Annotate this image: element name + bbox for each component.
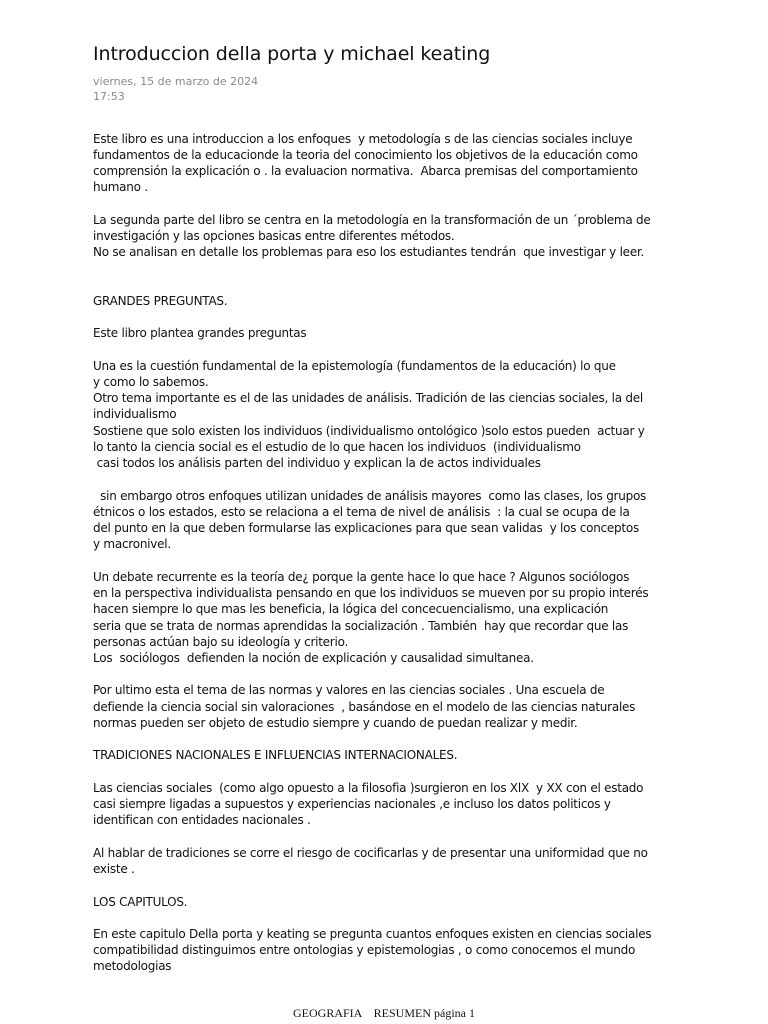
body-line: étnicos o los estados, esto se relaciona a el tema de nivel de análisis : la cual se ocupa de la [93,505,630,519]
body-line: y macronivel. [93,537,171,551]
body-line: comprensión la explicación o . la evaluacion normativa. Abarca premisas del comportamiento [93,164,638,178]
body-line: metodologias [93,959,172,973]
body-line: normas pueden ser objeto de estudio siempre y cuando de puedan realizar y medir. [93,716,578,730]
body-line: Por ultimo esta el tema de las normas y valores en las ciencias sociales . Una escuela de [93,683,605,697]
body-line: identifican con entidades nacionales . [93,813,311,827]
body-line: individualismo [93,407,177,421]
body-line: La segunda parte del libro se centra en la metodología en la transformación de un ´problema de [93,213,651,227]
body-line: No se analisan en detalle los problemas para eso los estudiantes tendrán que investigar y leer. [93,245,645,259]
section-heading: LOS CAPITULOS. [93,895,188,909]
body-line: del punto en la que deben formularse las explicaciones para que sean validas y los conceptos [93,521,639,535]
page-footer [0,1006,768,1021]
body-line: Los sociólogos defienden la noción de explicación y causalidad simultanea. [93,651,534,665]
note-date: viernes, 15 de marzo de 2024 [93,75,259,88]
body-line: casi siempre ligadas a supuestos y experiencias nacionales ,e incluso los datos politicos y [93,797,611,811]
body-line: humano . [93,180,148,194]
page-title: Introduccion della porta y michael keating [93,43,491,65]
body-line: Un debate recurrente es la teoría de¿ porque la gente hace lo que hace ? Algunos sociólogos [93,570,630,584]
body-line: En este capitulo Della porta y keating se pregunta cuantos enfoques existen en ciencias sociales [93,927,652,941]
note-time: 17:53 [93,90,125,103]
body-line: sin embargo otros enfoques utilizan unidades de análisis mayores como las clases, los grupos [93,489,647,503]
body-line: fundamentos de la educacionde la teoria del conocimiento los objetivos de la educación como [93,148,638,162]
body-line: Sostiene que solo existen los individuos (individualismo ontológico )solo estos pueden actuar y [93,424,645,438]
body-line: seria que se trata de normas aprendidas la socialización . También hay que recordar que las [93,619,629,633]
body-line: hacen siempre lo que mas les beneficia, la lógica del concecuencialismo, una explicación [93,602,609,616]
body-line: lo tanto la ciencia social es el estudio de lo que hacen los individuos (individualismo [93,440,581,454]
footer-text: GEOGRAFIA RESUMEN página 1 [293,1006,475,1020]
body-line: Al hablar de tradiciones se corre el riesgo de cocificarlas y de presentar una uniformidad que no [93,846,648,860]
body-line: casi todos los análisis parten del individuo y explican la de actos individuales [93,456,541,470]
body-line: existe . [93,862,135,876]
body-line: Una es la cuestión fundamental de la epistemología (fundamentos de la educación) lo que [93,359,616,373]
body-line: defiende la ciencia social sin valoraciones , basándose en el modelo de las ciencias naturales [93,700,636,714]
body-line: compatibilidad distinguimos entre ontologias y epistemologias , o como conocemos el mundo [93,943,636,957]
body-line: en la perspectiva individualista pensando en que los individuos se mueven por su propio interés [93,586,649,600]
section-heading: TRADICIONES NACIONALES E INFLUENCIAS INTERNACIONALES. [93,748,458,762]
body-line: Este libro es una introduccion a los enfoques y metodología s de las ciencias sociales incluye [93,132,633,146]
body-line: Este libro plantea grandes preguntas [93,326,307,340]
body-line: Otro tema importante es el de las unidades de análisis. Tradición de las ciencias sociales, la del [93,391,643,405]
section-heading: GRANDES PREGUNTAS. [93,294,228,308]
body-line: personas actúan bajo su ideología y criterio. [93,635,349,649]
body-line: investigación y las opciones basicas entre diferentes métodos. [93,229,455,243]
body-line: Las ciencias sociales (como algo opuesto a la filosofia )surgieron en los XlX y XX con el estado [93,781,644,795]
body-line: y como lo sabemos. [93,375,209,389]
